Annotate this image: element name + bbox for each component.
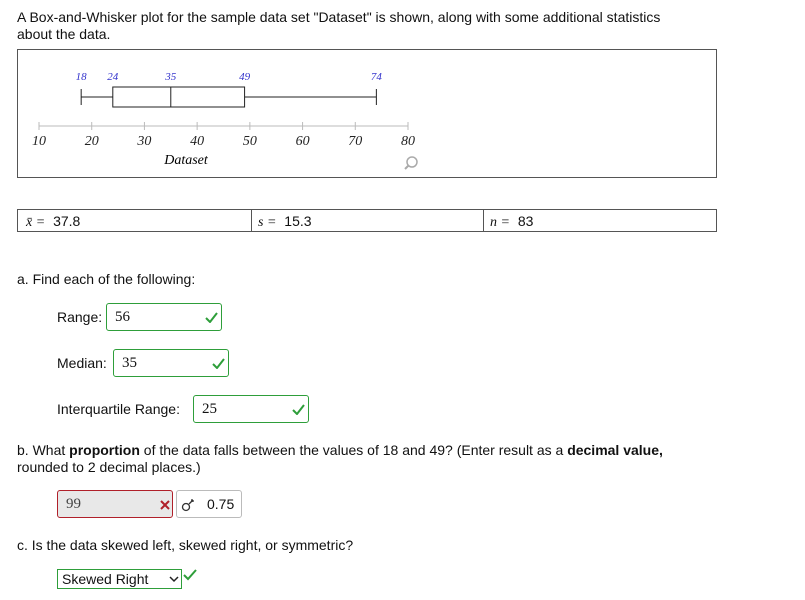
axis-tick-label: 30 — [137, 134, 152, 149]
boxplot-value-labels — [76, 71, 383, 83]
axis-tick-label: 60 — [295, 134, 310, 149]
axis-tick-label: 10 — [32, 134, 46, 149]
chevron-down-icon — [169, 575, 179, 583]
median-label: Median: — [57, 355, 107, 371]
n-label: n = — [490, 215, 510, 230]
iqr-input[interactable] — [193, 395, 309, 423]
range-input[interactable] — [106, 303, 222, 331]
range-label: Range: — [57, 309, 103, 325]
correct-answer-value: 0.75 — [207, 496, 235, 512]
boxplot-axis — [32, 122, 415, 149]
stats-divider — [251, 210, 252, 231]
wrong-x-icon — [160, 500, 170, 510]
part-b-bold: proportion — [69, 442, 140, 458]
boxplot-value-label: 35 — [165, 71, 177, 83]
axis-label: Dataset — [164, 153, 208, 168]
boxplot-panel — [17, 49, 717, 178]
part-b-line-1 — [17, 442, 797, 459]
iqr-value: 25 — [202, 401, 217, 417]
part-b-question — [17, 442, 797, 476]
boxplot-value-label: 18 — [75, 71, 87, 83]
part-c-question: c. Is the data skewed left, skewed right, or symmetric? — [17, 537, 354, 553]
sd-value: 15.3 — [284, 213, 312, 229]
skew-select[interactable] — [57, 569, 182, 589]
intro-line-1: A Box-and-Whisker plot for the sample data set "Dataset" is shown, along with some additional statistics — [17, 9, 661, 25]
boxplot-box — [81, 87, 376, 107]
sd-stat — [258, 213, 312, 231]
zoom-icon[interactable] — [405, 157, 417, 169]
check-icon — [183, 569, 197, 581]
axis-tick-label: 20 — [84, 134, 99, 149]
mean-value: 37.8 — [53, 213, 81, 229]
answer-key-icon — [181, 498, 195, 512]
mean-stat — [26, 213, 80, 231]
intro-text — [17, 9, 717, 43]
part-b-text: of the data falls between the values of 18 and 49? (Enter result as a — [139, 442, 568, 458]
proportion-value: 99 — [66, 496, 81, 512]
median-value: 35 — [122, 355, 137, 371]
axis-tick-label: 80 — [401, 134, 415, 149]
axis-tick-label: 40 — [190, 134, 205, 149]
boxplot-value-label: 49 — [239, 71, 251, 83]
range-value: 56 — [115, 309, 130, 325]
intro-line-2: about the data. — [17, 26, 111, 42]
part-b-line-2: rounded to 2 decimal places.) — [17, 459, 201, 475]
part-b-bold: decimal value, — [567, 442, 663, 458]
check-icon — [205, 312, 218, 323]
check-icon — [292, 404, 305, 415]
boxplot-chart — [18, 50, 716, 177]
axis-tick-label: 70 — [348, 134, 363, 149]
iqr-label: Interquartile Range: — [57, 401, 180, 417]
median-input[interactable] — [113, 349, 229, 377]
iqr-box — [113, 87, 245, 107]
n-stat — [490, 213, 533, 231]
boxplot-value-label: 74 — [370, 71, 382, 83]
sd-label: s = — [258, 215, 277, 230]
correct-answer-box — [176, 490, 242, 518]
part-b-text: b. What — [17, 442, 70, 458]
axis-tick-label: 50 — [242, 134, 257, 149]
boxplot-value-label: 24 — [107, 71, 119, 83]
stats-divider — [483, 210, 484, 231]
check-icon — [212, 358, 225, 369]
stats-bar — [17, 209, 717, 232]
part-a-question: a. Find each of the following: — [17, 271, 196, 287]
mean-label: x̄ = — [26, 215, 46, 230]
n-value: 83 — [517, 213, 534, 229]
proportion-input[interactable] — [57, 490, 173, 518]
skew-select-value: Skewed Right — [62, 571, 149, 587]
